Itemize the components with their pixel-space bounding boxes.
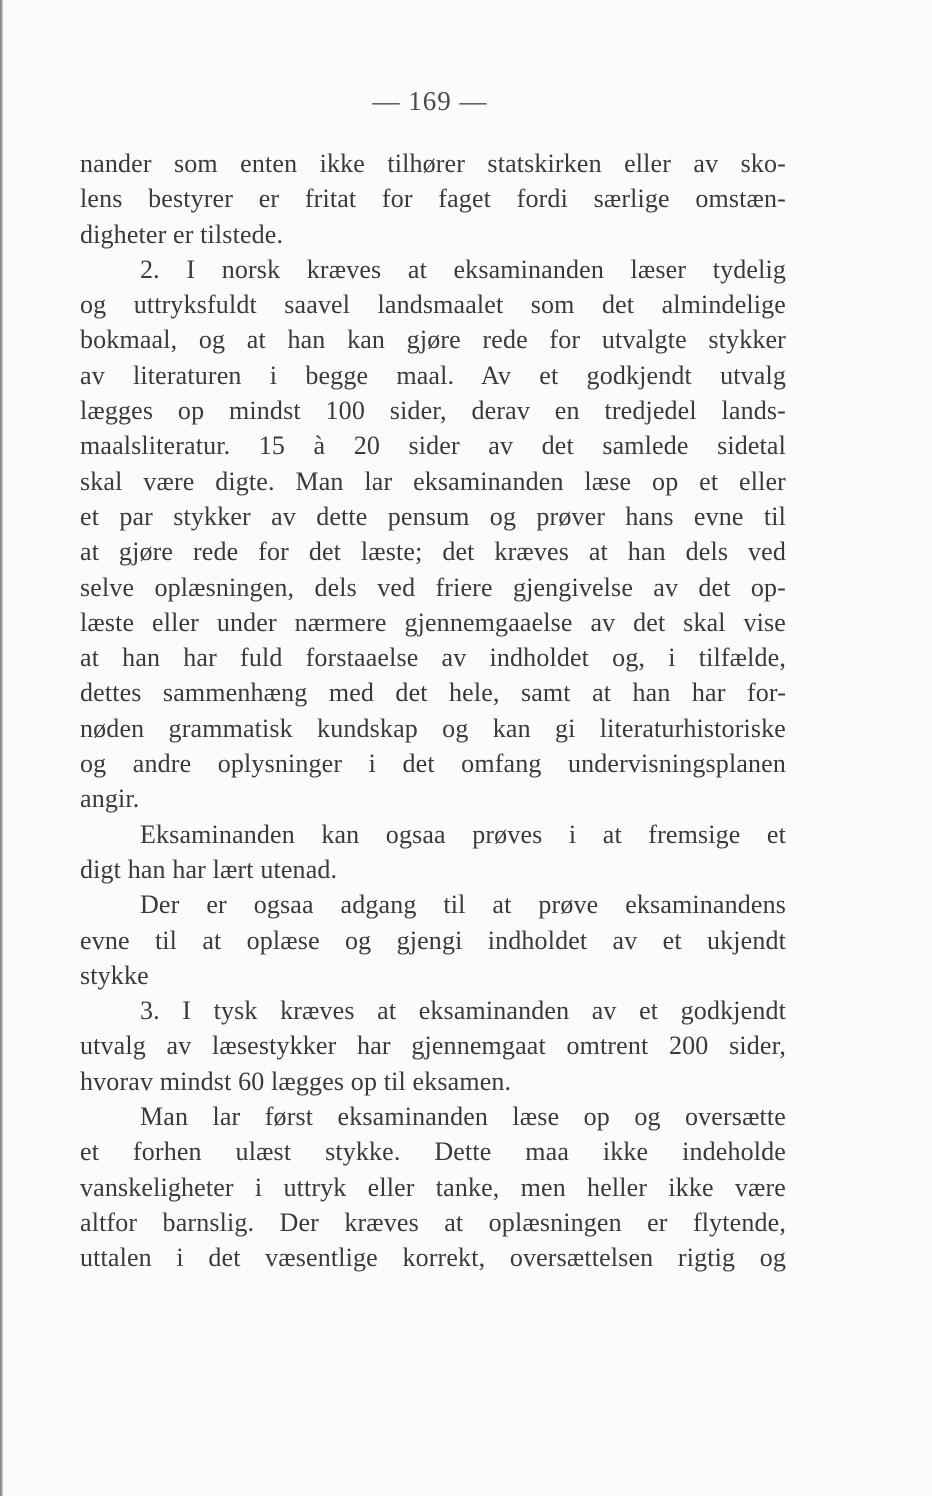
text-line: et par stykker av dette pensum og prøver hans evne til (80, 501, 786, 531)
text-line: læste eller under nærmere gjennemgaaelse av det skal vise (80, 607, 786, 637)
body-text (80, 146, 786, 1276)
text-line: lægges op mindst 100 sider, derav en tredjedel lands- (80, 396, 786, 426)
text-line: av literaturen i begge maal. Av et godkjendt utvalg (80, 360, 786, 390)
text-line: lens bestyrer er fritat for faget fordi særlige omstæn- (80, 184, 786, 214)
text-line: altfor barnslig. Der kræves at oplæsningen er flytende, (80, 1207, 786, 1237)
text-line: hvorav mindst 60 lægges op til eksamen. (80, 1066, 512, 1096)
text-line: Eksaminanden kan ogsaa prøves i at fremsige et (140, 819, 786, 849)
text-line: og andre oplysninger i det omfang undervisningsplanen (80, 749, 786, 779)
text-line: uttalen i det væsentlige korrekt, oversættelsen rigtig og (80, 1243, 786, 1273)
text-line: 2. I norsk kræves at eksaminanden læser tydelig (140, 254, 786, 284)
text-line: 3. I tysk kræves at eksaminanden av et godkjendt (140, 996, 786, 1026)
text-line: at han har fuld forstaaelse av indholdet og, i tilfælde, (80, 643, 786, 673)
text-line: stykke (80, 960, 149, 990)
text-line: vanskeligheter i uttryk eller tanke, men heller ikke være (80, 1172, 786, 1202)
text-line: Der er ogsaa adgang til at prøve eksaminandens (140, 890, 786, 920)
text-line: angir. (80, 784, 140, 814)
text-line: selve oplæsningen, dels ved friere gjengivelse av det op- (80, 572, 786, 602)
text-line: maalsliteratur. 15 à 20 sider av det samlede sidetal (80, 431, 786, 461)
page-edge (0, 0, 3, 1496)
text-line: et forhen ulæst stykke. Dette maa ikke indeholde (80, 1137, 786, 1167)
text-line: utvalg av læsestykker har gjennemgaat omtrent 200 sider, (80, 1031, 786, 1061)
text-line: skal være digte. Man lar eksaminanden læse op et eller (80, 466, 786, 496)
text-line: nøden grammatisk kundskap og kan gi literaturhistoriske (80, 713, 786, 743)
text-line: nander som enten ikke tilhører statskirken eller av sko- (80, 149, 786, 178)
text-line: bokmaal, og at han kan gjøre rede for utvalgte stykker (80, 325, 786, 355)
text-line: Man lar først eksaminanden læse op og oversætte (140, 1102, 786, 1132)
page-number: — 169 — (372, 86, 488, 116)
text-line: evne til at oplæse og gjengi indholdet av et ukjendt (80, 925, 786, 955)
text-line: digt han har lært utenad. (80, 854, 338, 884)
text-line: at gjøre rede for det læste; det kræves at han dels ved (80, 537, 786, 567)
text-line: dettes sammenhæng med det hele, samt at han har for- (80, 678, 786, 708)
text-line: og uttryksfuldt saavel landsmaalet som det almindelige (80, 290, 786, 320)
text-line: digheter er tilstede. (80, 219, 284, 249)
